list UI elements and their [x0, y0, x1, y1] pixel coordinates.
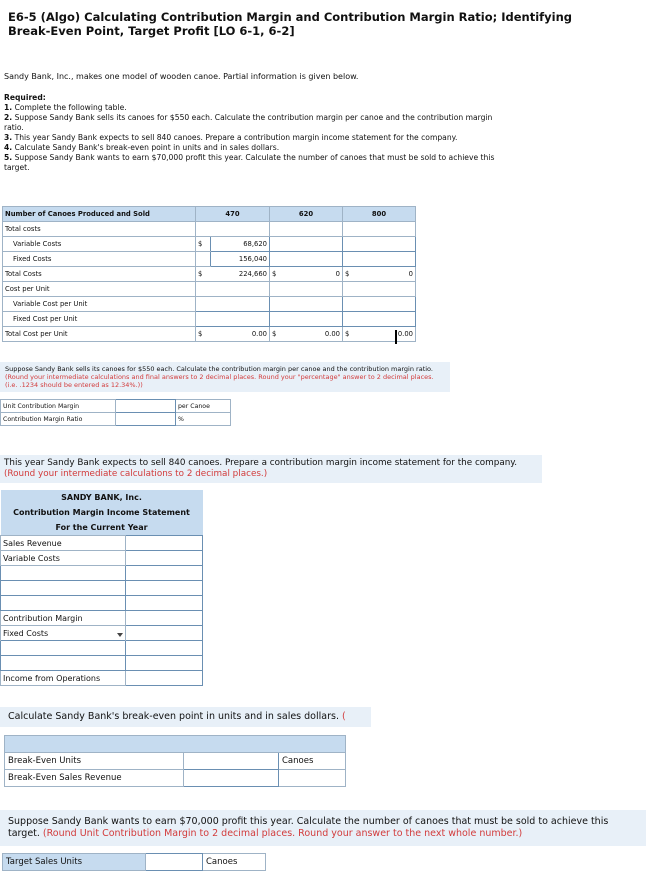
row-label: Sales Revenue [1, 536, 126, 551]
row-label: Income from Operations [1, 671, 126, 686]
required-item [4, 113, 504, 133]
required-text: Calculate Sandy Bank's break-even point in units and in sales dollars. [12, 143, 280, 152]
label-input[interactable] [1, 656, 126, 671]
total-costs-470: 224,660 [211, 267, 270, 282]
col-header-800: 800 [343, 207, 416, 222]
required-text: Suppose Sandy Bank sells its canoes for $550 each. Calculate the contribution margin per canoe and the contribution margin ratio. [4, 113, 493, 132]
required-item [4, 103, 504, 113]
row-label: Total Costs [3, 267, 196, 282]
fixed-costs-470-input[interactable]: 156,040 [211, 252, 270, 267]
total-per-unit-620: 0.00 [284, 327, 343, 342]
unit-label: Canoes [279, 753, 346, 770]
company-name: SANDY BANK, Inc. [1, 490, 203, 505]
fixed-costs-input[interactable] [126, 626, 203, 641]
header-label: Number of Canoes Produced and Sold [3, 207, 196, 222]
table-row [1, 581, 203, 596]
part2-instructions [0, 362, 450, 392]
total-per-unit-800: 0.00 [357, 327, 416, 342]
row-label: Fixed Costs [3, 252, 196, 267]
income-statement [0, 490, 203, 686]
fixed-costs-select[interactable] [1, 626, 126, 641]
currency-symbol: $ [270, 327, 285, 342]
amount-input[interactable] [126, 566, 203, 581]
unit-label: per Canoe [176, 400, 231, 413]
unit-label: Canoes [203, 854, 266, 871]
part2-text: Suppose Sandy Bank sells its canoes for $550 each. Calculate the contribution margin per canoe and the contribution margin ratio. [5, 365, 433, 373]
fixed-per-unit-620-input[interactable] [270, 312, 343, 327]
label-input[interactable] [1, 566, 126, 581]
table-row [3, 267, 416, 282]
part4-text: Calculate Sandy Bank's break-even point in units and in sales dollars. [8, 711, 339, 722]
part2-rounding: (Round your intermediate calculations and final answers to 2 decimal places. Round your "percentage" answer to 2 decimal places. (i.e. .1234 should be entered as 12.34%.)) [5, 373, 434, 389]
row-label: Cost per Unit [3, 282, 196, 297]
var-per-unit-800-input[interactable] [343, 297, 416, 312]
row-label: Contribution Margin [1, 611, 126, 626]
table-row [1, 551, 203, 566]
table-row [5, 753, 346, 770]
target-table [2, 853, 266, 871]
page-title: E6-5 (Algo) Calculating Contribution Margin and Contribution Margin Ratio; Identifying Break-Even Point, Target Profit [LO 6-1, 6-2] [8, 10, 573, 38]
required-text: Complete the following table. [12, 103, 127, 112]
required-num: 4. [4, 143, 13, 152]
required-num: 1. [4, 103, 13, 112]
variable-costs-470-input[interactable]: 68,620 [211, 237, 270, 252]
target-units-input[interactable] [146, 854, 203, 871]
col-header-620: 620 [270, 207, 343, 222]
required-num: 3. [4, 133, 13, 142]
var-per-unit-620-input[interactable] [270, 297, 343, 312]
table-row [3, 222, 416, 237]
required-text: Suppose Sandy Bank wants to earn $70,000 profit this year. Calculate the number of canoes that must be sold to achieve this target. [4, 153, 495, 172]
table-row [1, 611, 203, 626]
required-item [4, 153, 504, 173]
sales-revenue-input[interactable] [126, 536, 203, 551]
table-row [3, 327, 416, 342]
unit-label: % [176, 413, 231, 426]
label-input[interactable] [1, 596, 126, 611]
part3-instructions [0, 455, 542, 483]
breakeven-table [4, 735, 346, 787]
required-num: 2. [4, 113, 13, 122]
table-row [5, 770, 346, 787]
table-row [3, 312, 416, 327]
row-label: Contribution Margin Ratio [1, 413, 116, 426]
row-label: Unit Contribution Margin [1, 400, 116, 413]
chevron-down-icon [117, 633, 123, 637]
variable-costs-620-input[interactable] [270, 237, 343, 252]
table-row [1, 536, 203, 551]
part5-text: Suppose Sandy Bank wants to earn $70,000 profit this year. Calculate the number of canoes that must be sold to achieve this target. [8, 816, 609, 839]
currency-symbol: $ [343, 327, 358, 342]
fixed-costs-800-input[interactable] [343, 252, 416, 267]
part4-rounding: ( [338, 711, 346, 722]
fixed-costs-620-input[interactable] [270, 252, 343, 267]
fixed-costs-label: Fixed Costs [3, 628, 49, 638]
income-from-operations-input[interactable] [126, 671, 203, 686]
required-item [4, 133, 504, 143]
label-input[interactable] [1, 641, 126, 656]
breakeven-sales-input[interactable] [184, 770, 279, 787]
table-row [3, 237, 416, 252]
table-row [1, 641, 203, 656]
cm-table [0, 399, 231, 426]
currency-symbol: $ [196, 327, 211, 342]
table-row [3, 282, 416, 297]
table-row [3, 297, 416, 312]
cost-table [2, 206, 416, 342]
required-item [4, 143, 504, 153]
table-row [1, 596, 203, 611]
table-row [1, 400, 231, 413]
row-label: Variable Costs [1, 551, 126, 566]
amount-input[interactable] [126, 581, 203, 596]
intro-text: Sandy Bank, Inc., makes one model of wooden canoe. Partial information is given below. [4, 72, 359, 81]
part4-instructions [0, 707, 371, 727]
currency-symbol: $ [196, 267, 211, 282]
amount-input[interactable] [126, 656, 203, 671]
total-per-unit-470: 0.00 [211, 327, 270, 342]
required-num: 5. [4, 153, 13, 162]
currency-symbol: $ [343, 267, 358, 282]
row-label: Target Sales Units [3, 854, 146, 871]
currency-symbol: $ [270, 267, 285, 282]
var-per-unit-470-input[interactable] [196, 297, 270, 312]
table-row [1, 566, 203, 581]
fixed-per-unit-470-input[interactable] [196, 312, 270, 327]
amount-input[interactable] [126, 641, 203, 656]
contribution-margin-input[interactable] [126, 611, 203, 626]
cm-ratio-input[interactable] [116, 413, 176, 426]
part5-rounding: (Round Unit Contribution Margin to 2 decimal places. Round your answer to the next whole number.) [39, 828, 523, 839]
required-text: This year Sandy Bank expects to sell 840 canoes. Prepare a contribution margin income statement for the company. [12, 133, 458, 142]
table-row [1, 413, 231, 426]
unit-cm-input[interactable] [116, 400, 176, 413]
breakeven-units-input[interactable] [184, 753, 279, 770]
fixed-per-unit-800-input[interactable] [343, 312, 416, 327]
required-heading: Required: [4, 93, 46, 102]
total-costs-620: 0 [284, 267, 343, 282]
row-label: Fixed Cost per Unit [3, 312, 196, 327]
text-cursor [395, 330, 397, 344]
part3-rounding: (Round your intermediate calculations to 2 decimal places.) [4, 469, 268, 479]
row-label: Variable Costs [3, 237, 196, 252]
table-row [1, 671, 203, 686]
row-label: Break-Even Sales Revenue [5, 770, 184, 787]
part5-instructions [0, 810, 646, 846]
variable-costs-800-input[interactable] [343, 237, 416, 252]
statement-period: For the Current Year [1, 520, 203, 536]
row-label: Break-Even Units [5, 753, 184, 770]
total-costs-800: 0 [357, 267, 416, 282]
col-header-470: 470 [196, 207, 270, 222]
table-row [1, 656, 203, 671]
table-row [3, 854, 266, 871]
required-section [4, 93, 504, 173]
table-row [1, 626, 203, 641]
row-label: Total Cost per Unit [3, 327, 196, 342]
variable-costs-input[interactable] [126, 551, 203, 566]
table-row [3, 207, 416, 222]
row-label: Variable Cost per Unit [3, 297, 196, 312]
label-input[interactable] [1, 581, 126, 596]
statement-name: Contribution Margin Income Statement [1, 505, 203, 520]
row-label: Total costs [3, 222, 196, 237]
amount-input[interactable] [126, 596, 203, 611]
currency-symbol: $ [196, 237, 211, 252]
table-row [3, 252, 416, 267]
part3-text: This year Sandy Bank expects to sell 840 canoes. Prepare a contribution margin income statement for the company. [4, 458, 518, 468]
